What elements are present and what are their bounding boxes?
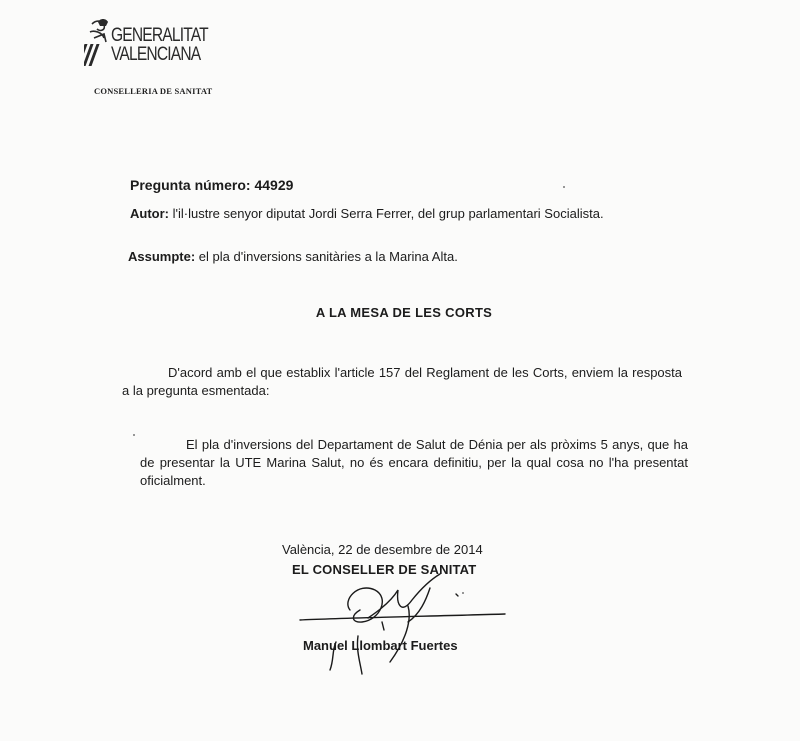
place-and-date: València, 22 de desembre de 2014 [282,542,483,557]
scan-speck [563,186,565,188]
question-subject [128,249,458,264]
body-paragraph-1-text: D'acord amb el que establix l'article 157 del Reglament de les Corts, enviem la resposta a la pregunta esmentada: [122,365,682,398]
subject-label: Assumpte: [128,249,196,264]
department-name: CONSELLERIA DE SANITAT [94,86,213,96]
addressee-heading: A LA MESA DE LES CORTS [315,305,493,320]
organization-name-line2: VALENCIANA [111,44,201,65]
body-paragraph-2 [140,436,688,490]
scan-speck [133,434,135,436]
author-label: Autor: [130,206,169,221]
organization-name [111,26,208,64]
handwritten-signature [280,570,520,680]
body-paragraph-2-text: El pla d'inversions del Departament de Salut de Dénia per als pròxims 5 anys, que ha de presentar la UTE Marina Salut, no és encara definitiu, per la qual cosa no l'ha presentat oficialment. [140,437,688,488]
author-text: l'il·lustre senyor diputat Jordi Serra Ferrer, del grup parlamentari Socialista. [169,206,604,221]
question-author [130,205,682,222]
body-paragraph-1 [122,364,682,400]
subject-text: el pla d'inversions sanitàries a la Marina Alta. [195,249,458,264]
question-number: Pregunta número: 44929 [130,177,294,193]
signer-title: EL CONSELLER DE SANITAT [292,562,477,577]
organization-name-line1: GENERALITAT [111,25,208,46]
scan-speck [462,592,464,594]
signer-name: Manuel Llombart Fuertes [303,638,458,653]
